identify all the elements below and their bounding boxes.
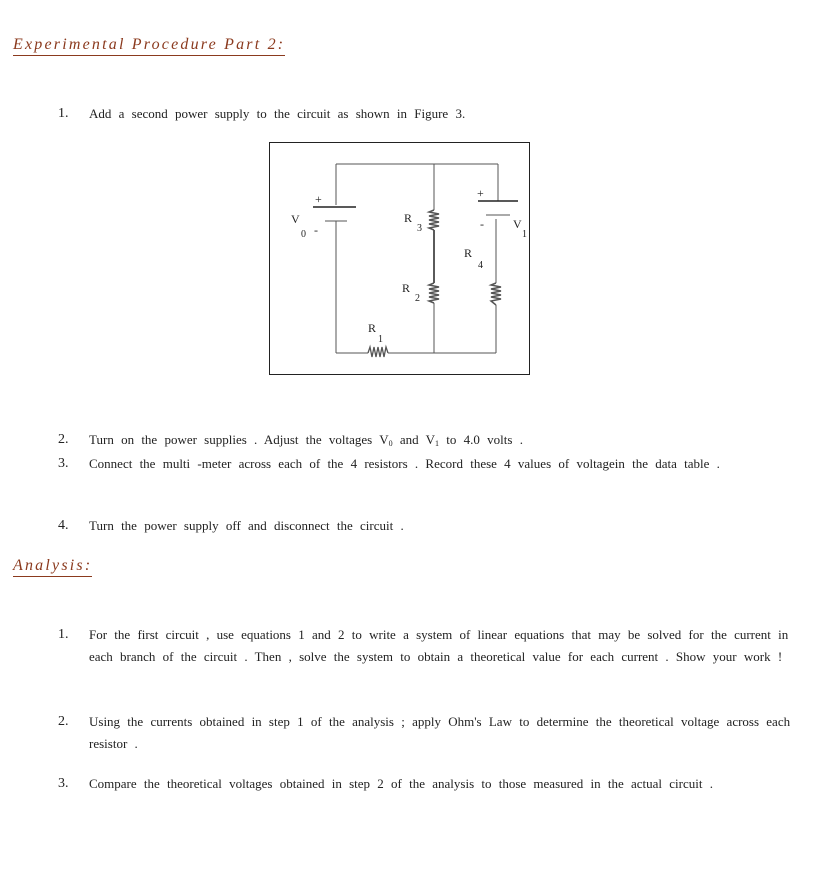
step-number: 4. <box>58 518 69 533</box>
v0-subscript: 0 <box>301 229 306 240</box>
step-text: Using the currents obtained in step 1 of the analysis ; apply Ohm's Law to determine the theoretical voltage across each resistor . <box>89 714 791 751</box>
step-text-part: Turn on the power supplies . Adjust the voltages V <box>89 432 389 447</box>
resistor-r4 <box>491 283 501 305</box>
analysis-step-3 <box>58 773 798 817</box>
step-number: 1. <box>58 106 69 121</box>
r1-label: R <box>368 321 377 335</box>
v0-label: V <box>291 212 300 226</box>
analysis-step-2 <box>58 711 798 755</box>
resistor-r3 <box>429 210 439 230</box>
analysis-step-1 <box>58 624 798 690</box>
r3-label: R <box>404 211 413 225</box>
minus-left-label: - <box>314 223 318 237</box>
step-text: For the first circuit , use equations 1 and 2 to write a system of linear equations that may be solved for the current in each branch of the circuit . Then , solve the system to obtain a theoretical value for each current . Show your work ! <box>89 627 789 664</box>
plus-left-label: + <box>315 192 322 206</box>
step-text: Add a second power supply to the circuit as shown in Figure 3. <box>89 106 466 121</box>
v1-label: V <box>513 217 522 231</box>
procedure-heading: Experimental Procedure Part 2: <box>13 36 285 56</box>
step-text <box>89 429 798 455</box>
step-text: Compare the theoretical voltages obtained in step 2 of the analysis to those measured in the actual circuit . <box>89 776 713 791</box>
circuit-figure <box>269 142 530 375</box>
r3-subscript: 3 <box>417 223 422 234</box>
r4-subscript: 4 <box>478 260 483 271</box>
r2-subscript: 2 <box>415 293 420 304</box>
resistor-r1 <box>368 347 388 357</box>
step-text: Connect the multi -meter across each of the 4 resistors . Record these 4 values of voltagein the data table . <box>89 456 720 471</box>
procedure-step-4 <box>58 515 798 537</box>
procedure-step-2 <box>58 429 798 451</box>
step-number: 1. <box>58 627 69 642</box>
r2-label: R <box>402 281 411 295</box>
analysis-heading: Analysis: <box>13 557 92 577</box>
r4-label: R <box>464 246 473 260</box>
step-text-part: and V <box>392 432 436 447</box>
procedure-step-1 <box>58 103 798 125</box>
voltage-subscript-0: 0 <box>388 439 393 448</box>
step-number: 3. <box>58 456 69 471</box>
r1-subscript: 1 <box>378 334 383 345</box>
step-number: 3. <box>58 776 69 791</box>
voltage-subscript-1: 1 <box>435 439 440 448</box>
circuit-diagram <box>270 143 528 373</box>
plus-right-label: + <box>477 186 484 200</box>
resistor-r2 <box>429 283 439 303</box>
procedure-step-3 <box>58 453 798 497</box>
v1-subscript: 1 <box>522 229 527 240</box>
step-text-part: to 4.0 volts . <box>439 432 523 447</box>
step-text: Turn the power supply off and disconnect the circuit . <box>89 518 404 533</box>
step-number: 2. <box>58 714 69 729</box>
minus-right-label: - <box>480 217 484 231</box>
step-number: 2. <box>58 432 69 447</box>
